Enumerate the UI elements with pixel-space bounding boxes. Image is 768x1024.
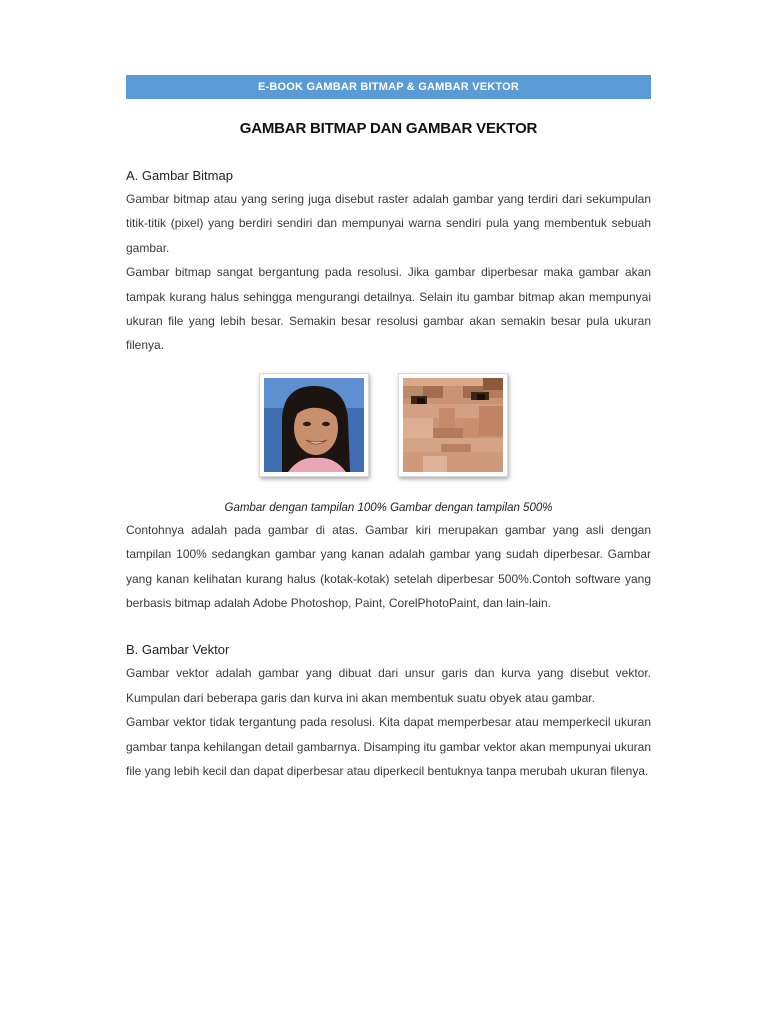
section-heading-vektor: B. Gambar Vektor (126, 642, 230, 658)
paragraph-bitmap-resolution: Gambar bitmap sangat bergantung pada resolusi. Jika gambar diperbesar maka gambar akan tampak kurang halus sehingga mengurangi detailnya. Selain itu gambar bitmap akan mempunyai ukuran file yang lebih besar. Semakin besar resolusi gambar akan semakin besar pula ukuran filenya. (126, 265, 651, 353)
header-banner: E-BOOK GAMBAR BITMAP & GAMBAR VEKTOR (126, 75, 651, 99)
pixelated-portrait-image (403, 378, 503, 472)
photo-original (259, 373, 369, 477)
paragraph-bitmap-definition: Gambar bitmap atau yang sering juga disebut raster adalah gambar yang terdiri dari sekumpulan titik-titik (pixel) yang berdiri sendiri dan mempunyai warna sendiri pula yang membentuk sebuah gambar. (126, 192, 651, 255)
document-page (126, 75, 651, 784)
photo-enlarged (398, 373, 508, 477)
portrait-image (264, 378, 364, 472)
paragraph-vektor-resolution: Gambar vektor tidak tergantung pada resolusi. Kita dapat memperbesar atau memperkecil ukuran gambar tanpa kehilangan detail gambarnya. Disamping itu gambar vektor akan mempunyai ukuran file yang lebih kecil dan dapat diperbesar atau diperkecil bentuknya tanpa merubah ukuran filenya. (126, 715, 651, 779)
paragraph-vektor-definition: Gambar vektor adalah gambar yang dibuat dari unsur garis dan kurva yang disebut vektor. Kumpulan dari beberapa garis dan kurva ini akan membentuk suatu obyek atau gambar. (126, 666, 651, 705)
page-title: GAMBAR BITMAP DAN GAMBAR VEKTOR (239, 120, 538, 137)
section-heading-bitmap: A. Gambar Bitmap (126, 168, 233, 183)
photo-comparison (126, 373, 651, 485)
photo-caption: Gambar dengan tampilan 100% Gambar dengan tampilan 500% (224, 501, 553, 514)
paragraph-bitmap-example: Contohnya adalah pada gambar di atas. Gambar kiri merupakan gambar yang asli dengan tampilan 100% sedangkan gambar yang kanan adalah gambar yang sudah diperbesar. Gambar yang kanan kelihatan kurang halus (kotak-kotak) setelah diperbesar 500%.Contoh software yang berbasis bitmap adalah Adobe Photoshop, Paint, CorelPhotoPaint, dan lain-lain. (126, 522, 651, 611)
